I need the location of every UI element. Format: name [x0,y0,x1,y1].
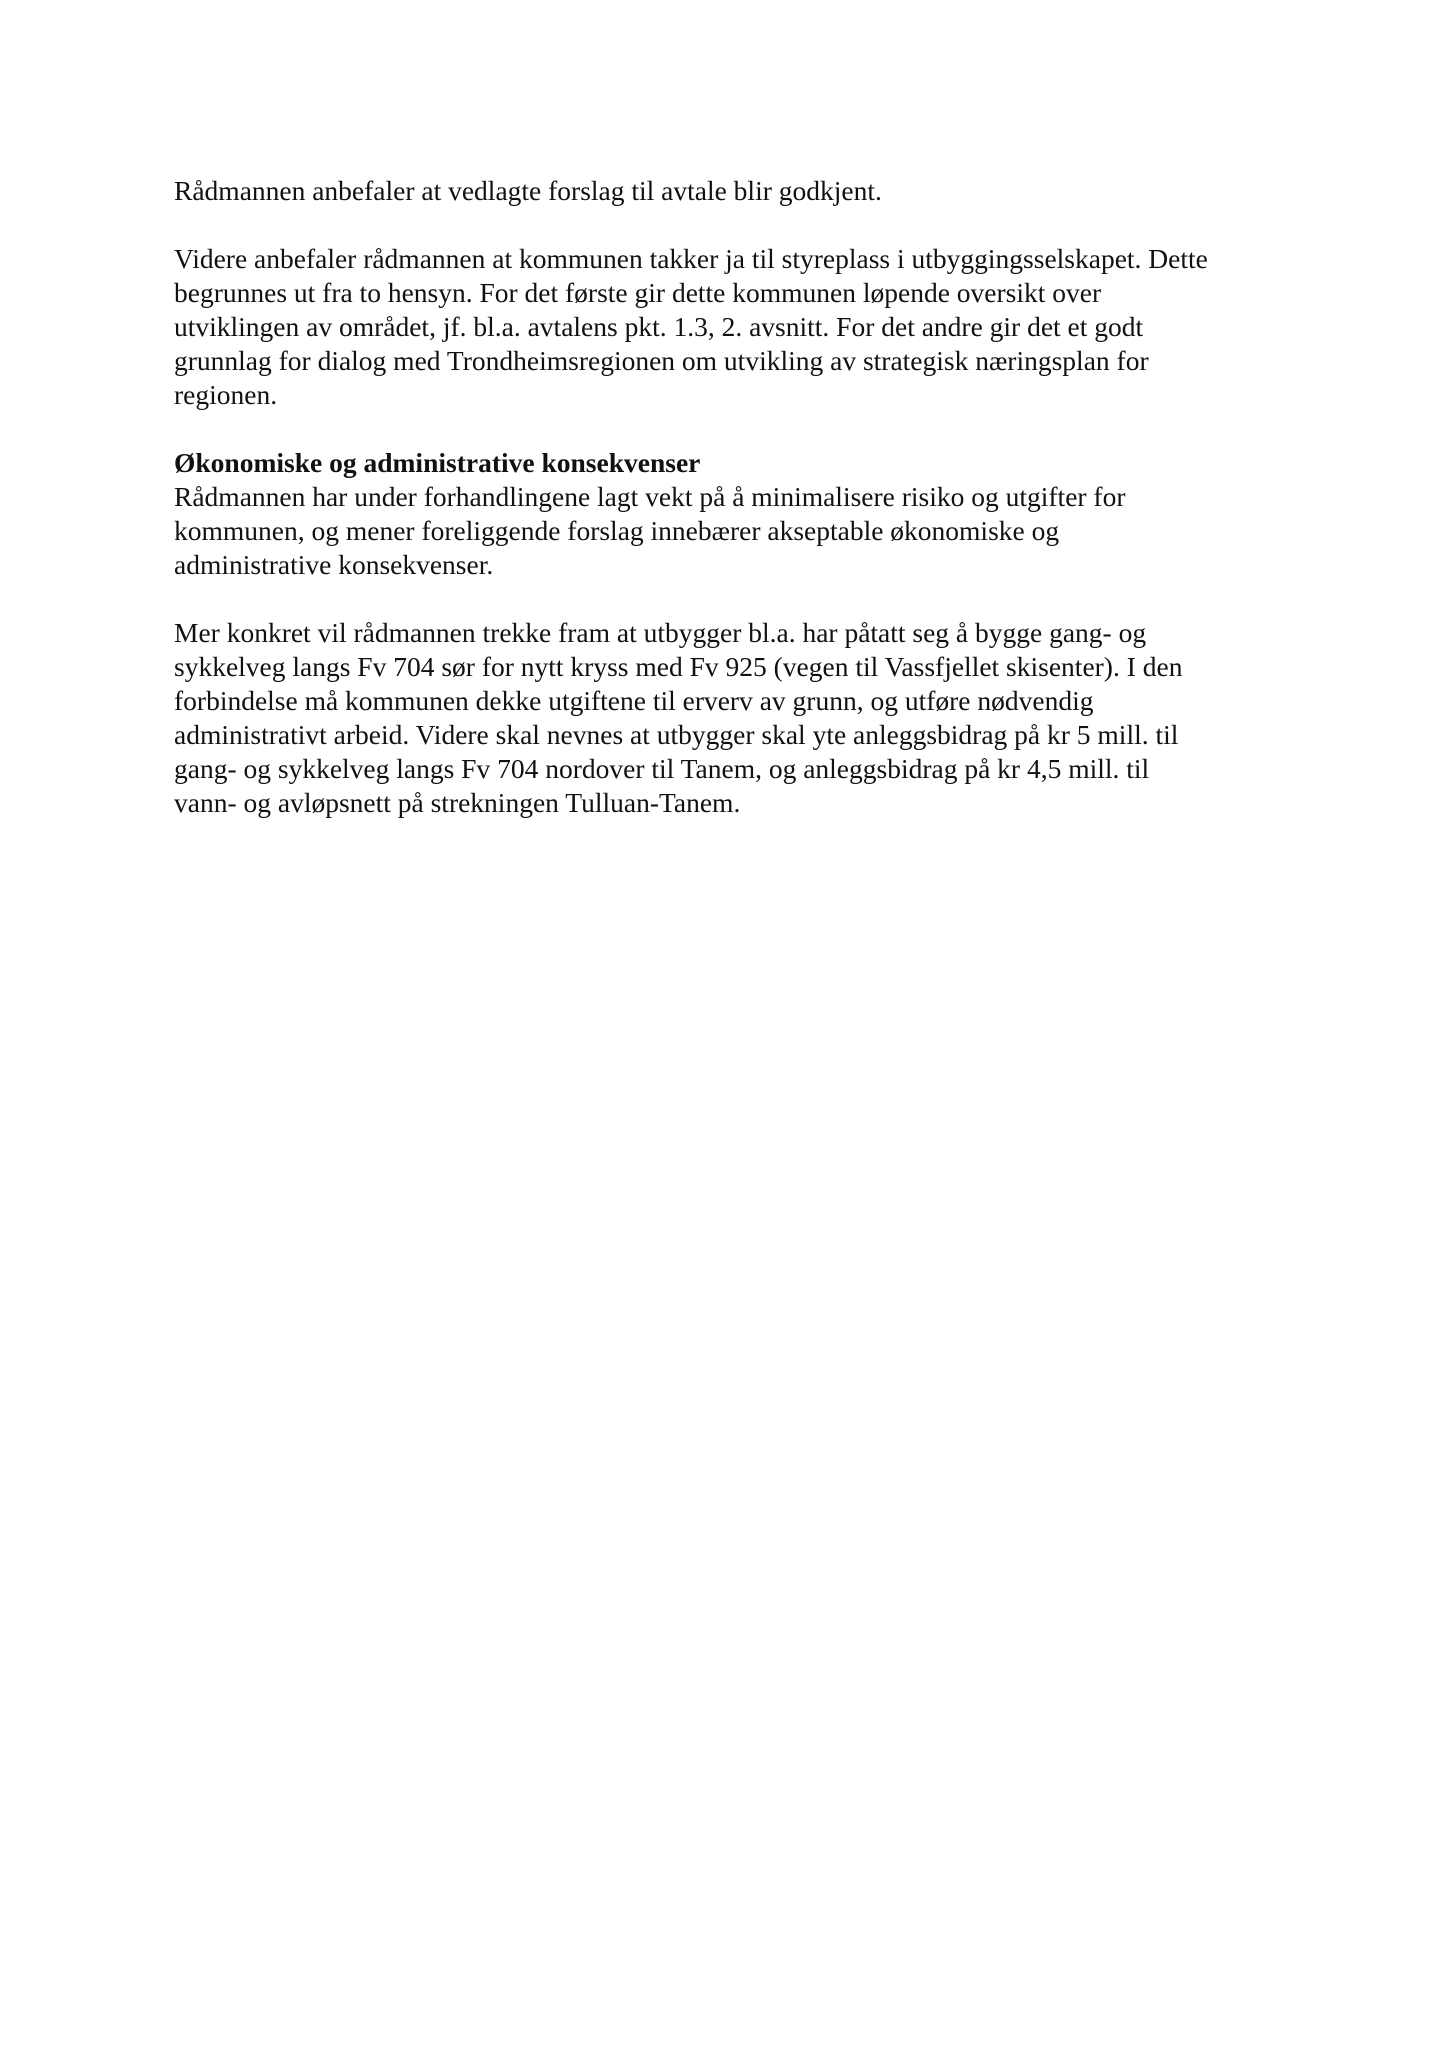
consequences-paragraph: Rådmannen har under forhandlingene lagt vekt på å minimalisere risiko og utgifter for kommunen, og mener foreliggende forslag innebærer akseptable økonomiske og administrative konsekvenser. [174,481,1126,580]
details-paragraph: Mer konkret vil rådmannen trekke fram at utbygger bl.a. har påtatt seg å bygge gang- og sykkelveg langs Fv 704 sør for nytt kryss med Fv 925 (vegen til Vassfjellet skisenter). I den forbindelse må kommunen dekke utgiftene til erverv av grunn, og utføre nødvendig administrativt arbeid. Videre skal nevnes at utbygger skal yte anleggsbidrag på kr 5 mill. til gang- og sykkelveg langs Fv 704 nordover til Tanem, og anleggsbidrag på kr 4,5 mill. til vann- og avløpsnett på strekningen Tulluan-Tanem. [174,617,1183,818]
recommendation-paragraph: Rådmannen anbefaler at vedlagte forslag til avtale blir godkjent. [174,175,882,206]
paragraph-spacer [174,412,1294,446]
paragraph-spacer [174,208,1294,242]
section-heading: Økonomiske og administrative konsekvenser [174,447,701,478]
board-seat-paragraph: Videre anbefaler rådmannen at kommunen takker ja til styreplass i utbyggingsselskapet. Dette begrunnes ut fra to hensyn. For det første gir dette kommunen løpende oversikt over utviklingen av området, jf. bl.a. avtalens pkt. 1.3, 2. avsnitt. For det andre gir det et godt grunnlag for dialog med Trondheimsregionen om utvikling av strategisk næringsplan for regionen. [174,243,1208,410]
document-body [174,174,1294,820]
paragraph-spacer [174,582,1294,616]
